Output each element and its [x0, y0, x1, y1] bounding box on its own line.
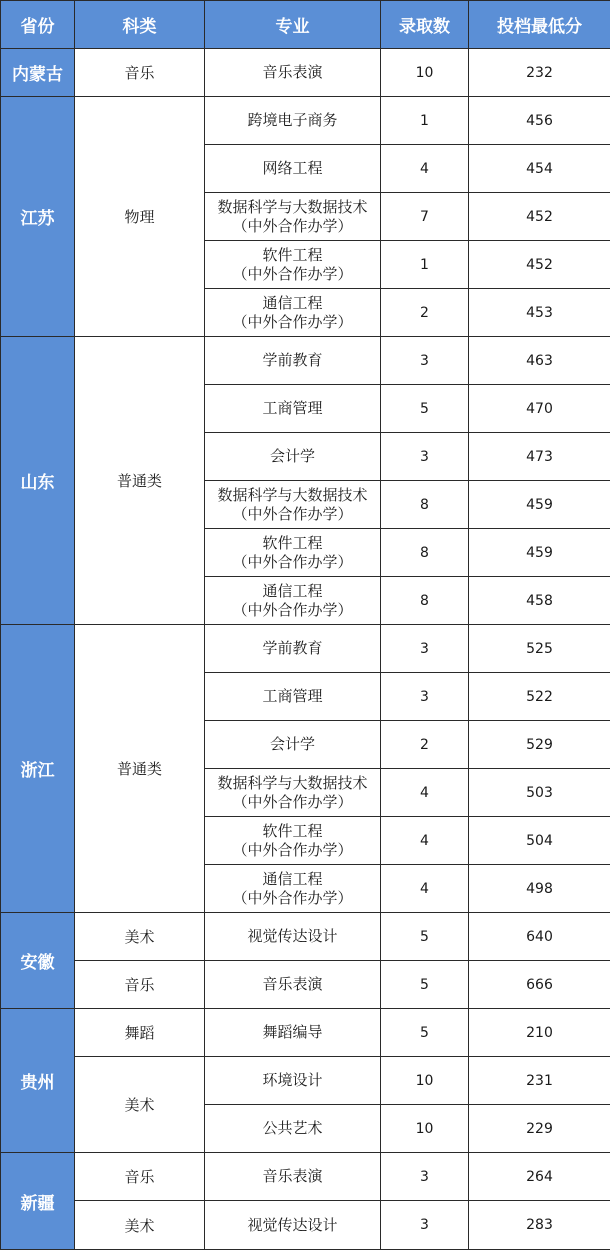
major-name: 音乐表演 [262, 1167, 322, 1185]
table-row [1, 1057, 610, 1105]
min-score-cell: 453 [469, 289, 610, 337]
min-score-cell: 473 [469, 433, 610, 481]
min-score-cell: 470 [469, 385, 610, 433]
min-score-cell: 503 [469, 769, 610, 817]
major-name: 音乐表演 [262, 975, 322, 993]
header-admitted: 录取数 [381, 1, 469, 49]
category-cell: 物理 [75, 97, 205, 337]
admitted-cell: 10 [381, 49, 469, 97]
min-score-cell: 458 [469, 577, 610, 625]
major-cell [205, 673, 381, 721]
category-cell: 美术 [75, 913, 205, 961]
major-name: 软件工程 [205, 822, 380, 841]
table-row [1, 49, 610, 97]
major-cell [205, 433, 381, 481]
admitted-cell: 5 [381, 1009, 469, 1057]
major-cell [205, 625, 381, 673]
header-min-score: 投档最低分 [469, 1, 610, 49]
major-name: 通信工程 [205, 582, 380, 601]
admitted-cell: 1 [381, 241, 469, 289]
table-row [1, 625, 610, 673]
min-score-cell: 529 [469, 721, 610, 769]
major-name: 公共艺术 [262, 1119, 322, 1137]
major-note: （中外合作办学） [205, 265, 380, 284]
min-score-cell: 264 [469, 1153, 610, 1201]
admitted-cell: 4 [381, 145, 469, 193]
major-name: 跨境电子商务 [247, 111, 337, 129]
major-cell [205, 385, 381, 433]
major-note: （中外合作办学） [205, 841, 380, 860]
major-name: 数据科学与大数据技术 [205, 774, 380, 793]
min-score-cell: 640 [469, 913, 610, 961]
min-score-cell: 454 [469, 145, 610, 193]
category-cell: 美术 [75, 1201, 205, 1250]
admitted-cell: 8 [381, 577, 469, 625]
major-note: （中外合作办学） [205, 793, 380, 812]
table-row [1, 1009, 610, 1057]
min-score-cell: 459 [469, 481, 610, 529]
category-cell: 音乐 [75, 961, 205, 1009]
min-score-cell: 452 [469, 241, 610, 289]
province-cell: 山东 [1, 337, 75, 625]
major-name: 工商管理 [262, 399, 322, 417]
major-cell [205, 337, 381, 385]
major-cell [205, 1105, 381, 1153]
major-name: 会计学 [270, 735, 315, 753]
table-row [1, 97, 610, 145]
major-name: 舞蹈编导 [262, 1023, 322, 1041]
category-cell: 美术 [75, 1057, 205, 1153]
major-note: （中外合作办学） [205, 889, 380, 908]
min-score-cell: 456 [469, 97, 610, 145]
major-cell [205, 769, 381, 817]
min-score-cell: 210 [469, 1009, 610, 1057]
admitted-cell: 8 [381, 529, 469, 577]
admitted-cell: 8 [381, 481, 469, 529]
category-cell: 普通类 [75, 625, 205, 913]
major-name: 通信工程 [205, 870, 380, 889]
admitted-cell: 2 [381, 721, 469, 769]
major-note: （中外合作办学） [205, 217, 380, 236]
major-name: 会计学 [270, 447, 315, 465]
min-score-cell: 504 [469, 817, 610, 865]
major-cell [205, 49, 381, 97]
category-cell: 音乐 [75, 1153, 205, 1201]
province-cell: 贵州 [1, 1009, 75, 1153]
major-cell [205, 961, 381, 1009]
admitted-cell: 10 [381, 1057, 469, 1105]
major-cell [205, 817, 381, 865]
major-name: 学前教育 [262, 639, 322, 657]
major-cell [205, 1153, 381, 1201]
admitted-cell: 3 [381, 1201, 469, 1250]
admitted-cell: 10 [381, 1105, 469, 1153]
admitted-cell: 7 [381, 193, 469, 241]
admitted-cell: 3 [381, 625, 469, 673]
table-row [1, 1201, 610, 1250]
category-cell: 普通类 [75, 337, 205, 625]
min-score-cell: 231 [469, 1057, 610, 1105]
admitted-cell: 2 [381, 289, 469, 337]
admitted-cell: 1 [381, 97, 469, 145]
admitted-cell: 5 [381, 961, 469, 1009]
major-name: 学前教育 [262, 351, 322, 369]
header-province: 省份 [1, 1, 75, 49]
major-note: （中外合作办学） [205, 601, 380, 620]
min-score-cell: 452 [469, 193, 610, 241]
major-name: 环境设计 [262, 1071, 322, 1089]
min-score-cell: 283 [469, 1201, 610, 1250]
major-note: （中外合作办学） [205, 313, 380, 332]
table-body [1, 49, 610, 1250]
admitted-cell: 3 [381, 673, 469, 721]
major-cell [205, 97, 381, 145]
province-cell: 浙江 [1, 625, 75, 913]
admitted-cell: 3 [381, 433, 469, 481]
major-name: 音乐表演 [262, 63, 322, 81]
major-cell [205, 913, 381, 961]
major-name: 工商管理 [262, 687, 322, 705]
min-score-cell: 498 [469, 865, 610, 913]
major-cell [205, 193, 381, 241]
admitted-cell: 5 [381, 913, 469, 961]
major-cell [205, 145, 381, 193]
province-cell: 内蒙古 [1, 49, 75, 97]
major-cell [205, 481, 381, 529]
major-name: 视觉传达设计 [247, 927, 337, 945]
admitted-cell: 4 [381, 865, 469, 913]
major-name: 数据科学与大数据技术 [205, 486, 380, 505]
admitted-cell: 5 [381, 385, 469, 433]
major-cell [205, 577, 381, 625]
major-note: （中外合作办学） [205, 505, 380, 524]
province-cell: 江苏 [1, 97, 75, 337]
major-name: 通信工程 [205, 294, 380, 313]
major-name: 数据科学与大数据技术 [205, 198, 380, 217]
category-cell: 音乐 [75, 49, 205, 97]
admitted-cell: 4 [381, 817, 469, 865]
table-row [1, 337, 610, 385]
min-score-cell: 463 [469, 337, 610, 385]
category-cell: 舞蹈 [75, 1009, 205, 1057]
table-row [1, 913, 610, 961]
min-score-cell: 232 [469, 49, 610, 97]
admitted-cell: 3 [381, 337, 469, 385]
major-cell [205, 289, 381, 337]
min-score-cell: 666 [469, 961, 610, 1009]
header-row [1, 1, 610, 49]
major-name: 网络工程 [262, 159, 322, 177]
table-row [1, 961, 610, 1009]
major-cell [205, 241, 381, 289]
province-cell: 安徽 [1, 913, 75, 1009]
major-cell [205, 865, 381, 913]
header-category: 科类 [75, 1, 205, 49]
major-cell [205, 1201, 381, 1250]
admitted-cell: 4 [381, 769, 469, 817]
major-name: 软件工程 [205, 534, 380, 553]
major-cell [205, 529, 381, 577]
header-major: 专业 [205, 1, 381, 49]
province-cell: 新疆 [1, 1153, 75, 1250]
min-score-cell: 459 [469, 529, 610, 577]
table-header [1, 1, 610, 49]
major-cell [205, 1057, 381, 1105]
min-score-cell: 525 [469, 625, 610, 673]
major-cell [205, 1009, 381, 1057]
major-name: 软件工程 [205, 246, 380, 265]
major-note: （中外合作办学） [205, 553, 380, 572]
min-score-cell: 522 [469, 673, 610, 721]
major-name: 视觉传达设计 [247, 1216, 337, 1234]
table-row [1, 1153, 610, 1201]
admitted-cell: 3 [381, 1153, 469, 1201]
min-score-cell: 229 [469, 1105, 610, 1153]
major-cell [205, 721, 381, 769]
